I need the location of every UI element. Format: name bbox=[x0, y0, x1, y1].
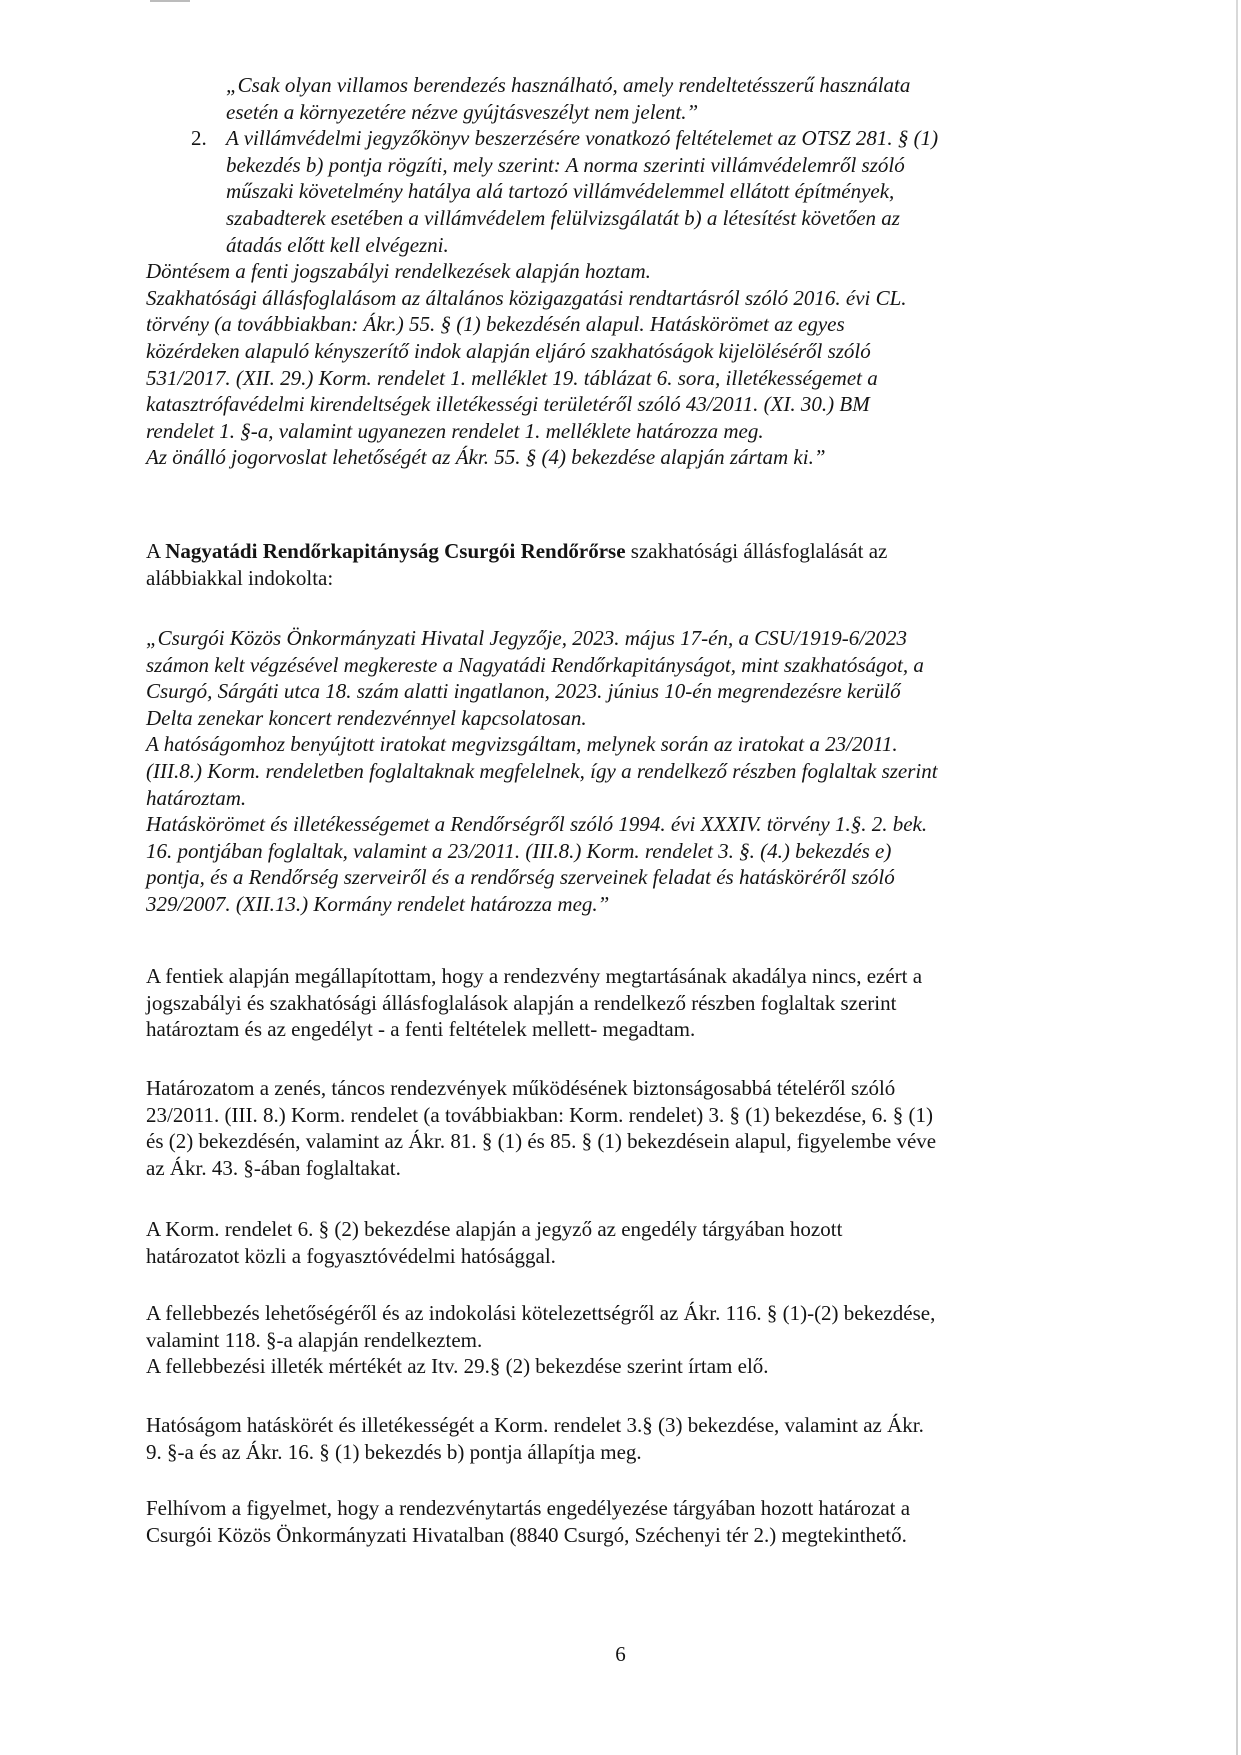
intro-suffix: szakhatósági állásfoglalását az bbox=[625, 539, 888, 563]
intro-line bbox=[146, 538, 1088, 565]
quote-line: A hatóságomhoz benyújtott iratokat megvizsgáltam, melynek során az iratokat a 23/2011. bbox=[146, 732, 898, 757]
police-intro bbox=[146, 538, 1088, 591]
police-unit-name: Nagyatádi Rendőrkapitányság Csurgói Rendőrőrse bbox=[165, 539, 626, 563]
quote-line: 16. pontjában foglaltak, valamint a 23/2011. (III.8.) Korm. rendelet 3. §. (4.) bekezdés e) bbox=[146, 838, 892, 863]
quote-line: Csurgó, Sárgáti utca 18. szám alatti ingatlanon, 2023. június 10-én megrendezésre kerülő bbox=[146, 679, 901, 704]
quote-line: Delta zenekar koncert rendezvénnyel kapcsolatosan. bbox=[146, 705, 587, 730]
police-quote bbox=[146, 625, 1088, 918]
quote-line: számon kelt végzésével megkereste a Nagyatádi Rendőrkapitányságot, mint szakhatóságot, a bbox=[146, 652, 924, 677]
notification-paragraph bbox=[146, 1216, 1088, 1269]
text-line: jogszabályi és szakhatósági állásfoglalások alapján a rendelkező részben foglaltak szerint bbox=[146, 990, 897, 1015]
text-line: Felhívom a figyelmet, hogy a rendezvénytartás engedélyezése tárgyában hozott határozat a bbox=[146, 1496, 911, 1520]
quote-line: határoztam. bbox=[146, 785, 247, 810]
page-number: 6 bbox=[615, 1642, 626, 1666]
quote-line: 329/2007. (XII.13.) Kormány rendelet határozza meg.” bbox=[146, 891, 610, 916]
text-line: A fentiek alapján megállapítottam, hogy a rendezvény megtartásának akadálya nincs, ezért a bbox=[146, 964, 923, 988]
quote-line: pontja, és a Rendőrség szerveiről és a rendőrség szerveinek feladat és hatásköréről szóló bbox=[146, 865, 895, 890]
text-line: határoztam és az engedélyt - a fenti feltételek mellett- megadtam. bbox=[146, 1017, 696, 1042]
quote-line: „Csurgói Közös Önkormányzati Hivatal Jegyzője, 2023. május 17-én, a CSU/1919-6/2023 bbox=[146, 626, 908, 650]
appeal-exclusion-line: Az önálló jogorvoslat lehetőségét az Ákr. 55. § (4) bekezdése alapján zártam ki.” bbox=[146, 445, 826, 470]
quote-line: átadás előtt kell elvégezni. bbox=[226, 232, 449, 257]
decision-basis-paragraph bbox=[146, 1075, 1088, 1181]
list-number: 2. bbox=[191, 126, 207, 151]
fire-authority-quote bbox=[146, 72, 1088, 471]
appeal-paragraph bbox=[146, 1300, 1088, 1380]
quote-line: törvény (a továbbiakban: Ákr.) 55. § (1) bekezdésén alapul. Hatáskörömet az egyes bbox=[146, 312, 845, 337]
quote-line: esetén a környezetére nézve gyújtásveszélyt nem jelent.” bbox=[226, 99, 699, 124]
competence-paragraph bbox=[146, 1412, 1088, 1465]
scan-artifact bbox=[150, 0, 190, 2]
text-line: 9. §-a és az Ákr. 16. § (1) bekezdés b) pontja állapítja meg. bbox=[146, 1439, 642, 1464]
quote-line: katasztrófavédelmi kirendeltségek illetékességi területéről szóló 43/2011. (XI. 30.) BM bbox=[146, 392, 870, 417]
scan-edge bbox=[1236, 0, 1238, 1755]
list-item-2 bbox=[146, 125, 1088, 258]
quote-line: (III.8.) Korm. rendeletben foglaltaknak megfelelnek, így a rendelkező részben foglaltak szerint bbox=[146, 758, 938, 783]
decision-line: Döntésem a fenti jogszabályi rendelkezések alapján hoztam. bbox=[146, 259, 651, 284]
text-line: A Korm. rendelet 6. § (2) bekezdése alapján a jegyző az engedély tárgyában hozott bbox=[146, 1217, 843, 1241]
conclusion-paragraph bbox=[146, 963, 1088, 1043]
quote-line: A villámvédelmi jegyzőkönyv beszerzésére vonatkozó feltételemet az OTSZ 281. § (1) bbox=[226, 126, 939, 151]
text-line: Határozatom a zenés, táncos rendezvények működésének biztonságosabbá tételéről szóló bbox=[146, 1076, 896, 1100]
notice-paragraph bbox=[146, 1495, 1088, 1548]
text-line: az Ákr. 43. §-ában foglaltakat. bbox=[146, 1155, 401, 1180]
text-line: határozatot közli a fogyasztóvédelmi hatósággal. bbox=[146, 1243, 556, 1268]
text-line: valamint 118. §-a alapján rendelkeztem. bbox=[146, 1327, 483, 1352]
quote-line: szabadterek esetében a villámvédelem felülvizsgálatát b) a létesítést követően az bbox=[226, 205, 900, 230]
quote-line: műszaki követelmény hatálya alá tartozó villámvédelemmel ellátott építmények, bbox=[226, 179, 895, 204]
quote-line: Hatáskörömet és illetékességemet a Rendőrségről szóló 1994. évi XXXIV. törvény 1.§. 2. bek. bbox=[146, 812, 928, 837]
intro-prefix: A bbox=[146, 539, 166, 563]
text-line: 23/2011. (III. 8.) Korm. rendelet (a továbbiakban: Korm. rendelet) 3. § (1) bekezdése, 6. § (1) bbox=[146, 1102, 934, 1127]
quote-line: „Csak olyan villamos berendezés használható, amely rendeltetésszerű használata bbox=[226, 73, 911, 97]
text-line: A fellebbezés lehetőségéről és az indokolási kötelezettségről az Ákr. 116. § (1)-(2) bekezdése, bbox=[146, 1301, 936, 1325]
text-line: Hatóságom hatáskörét és illetékességét a Korm. rendelet 3.§ (3) bekezdése, valamint az Ákr. bbox=[146, 1413, 924, 1437]
quote-line: rendelet 1. §-a, valamint ugyanezen rendelet 1. melléklete határozza meg. bbox=[146, 418, 764, 443]
text-line: Csurgói Közös Önkormányzati Hivatalban (8840 Csurgó, Széchenyi tér 2.) megtekinthető. bbox=[146, 1522, 907, 1547]
fee-line: A fellebbezési illeték mértékét az Itv. 29.§ (2) bekezdése szerint írtam elő. bbox=[146, 1354, 769, 1379]
quote-line: Szakhatósági állásfoglalásom az általános közigazgatási rendtartásról szóló 2016. évi CL. bbox=[146, 285, 907, 310]
text-line: és (2) bekezdésén, valamint az Ákr. 81. § (1) és 85. § (1) bekezdésein alapul, figyelembe véve bbox=[146, 1129, 937, 1154]
intro-line: alábbiakkal indokolta: bbox=[146, 565, 334, 590]
quote-line: bekezdés b) pontja rögzíti, mely szerint: A norma szerinti villámvédelemről szóló bbox=[226, 152, 905, 177]
quote-line: 531/2017. (XII. 29.) Korm. rendelet 1. melléklet 19. táblázat 6. sora, illetékességemet a bbox=[146, 365, 878, 390]
quote-line: közérdeken alapuló kényszerítő indok alapján eljáró szakhatóságok kijelöléséről szóló bbox=[146, 338, 871, 363]
